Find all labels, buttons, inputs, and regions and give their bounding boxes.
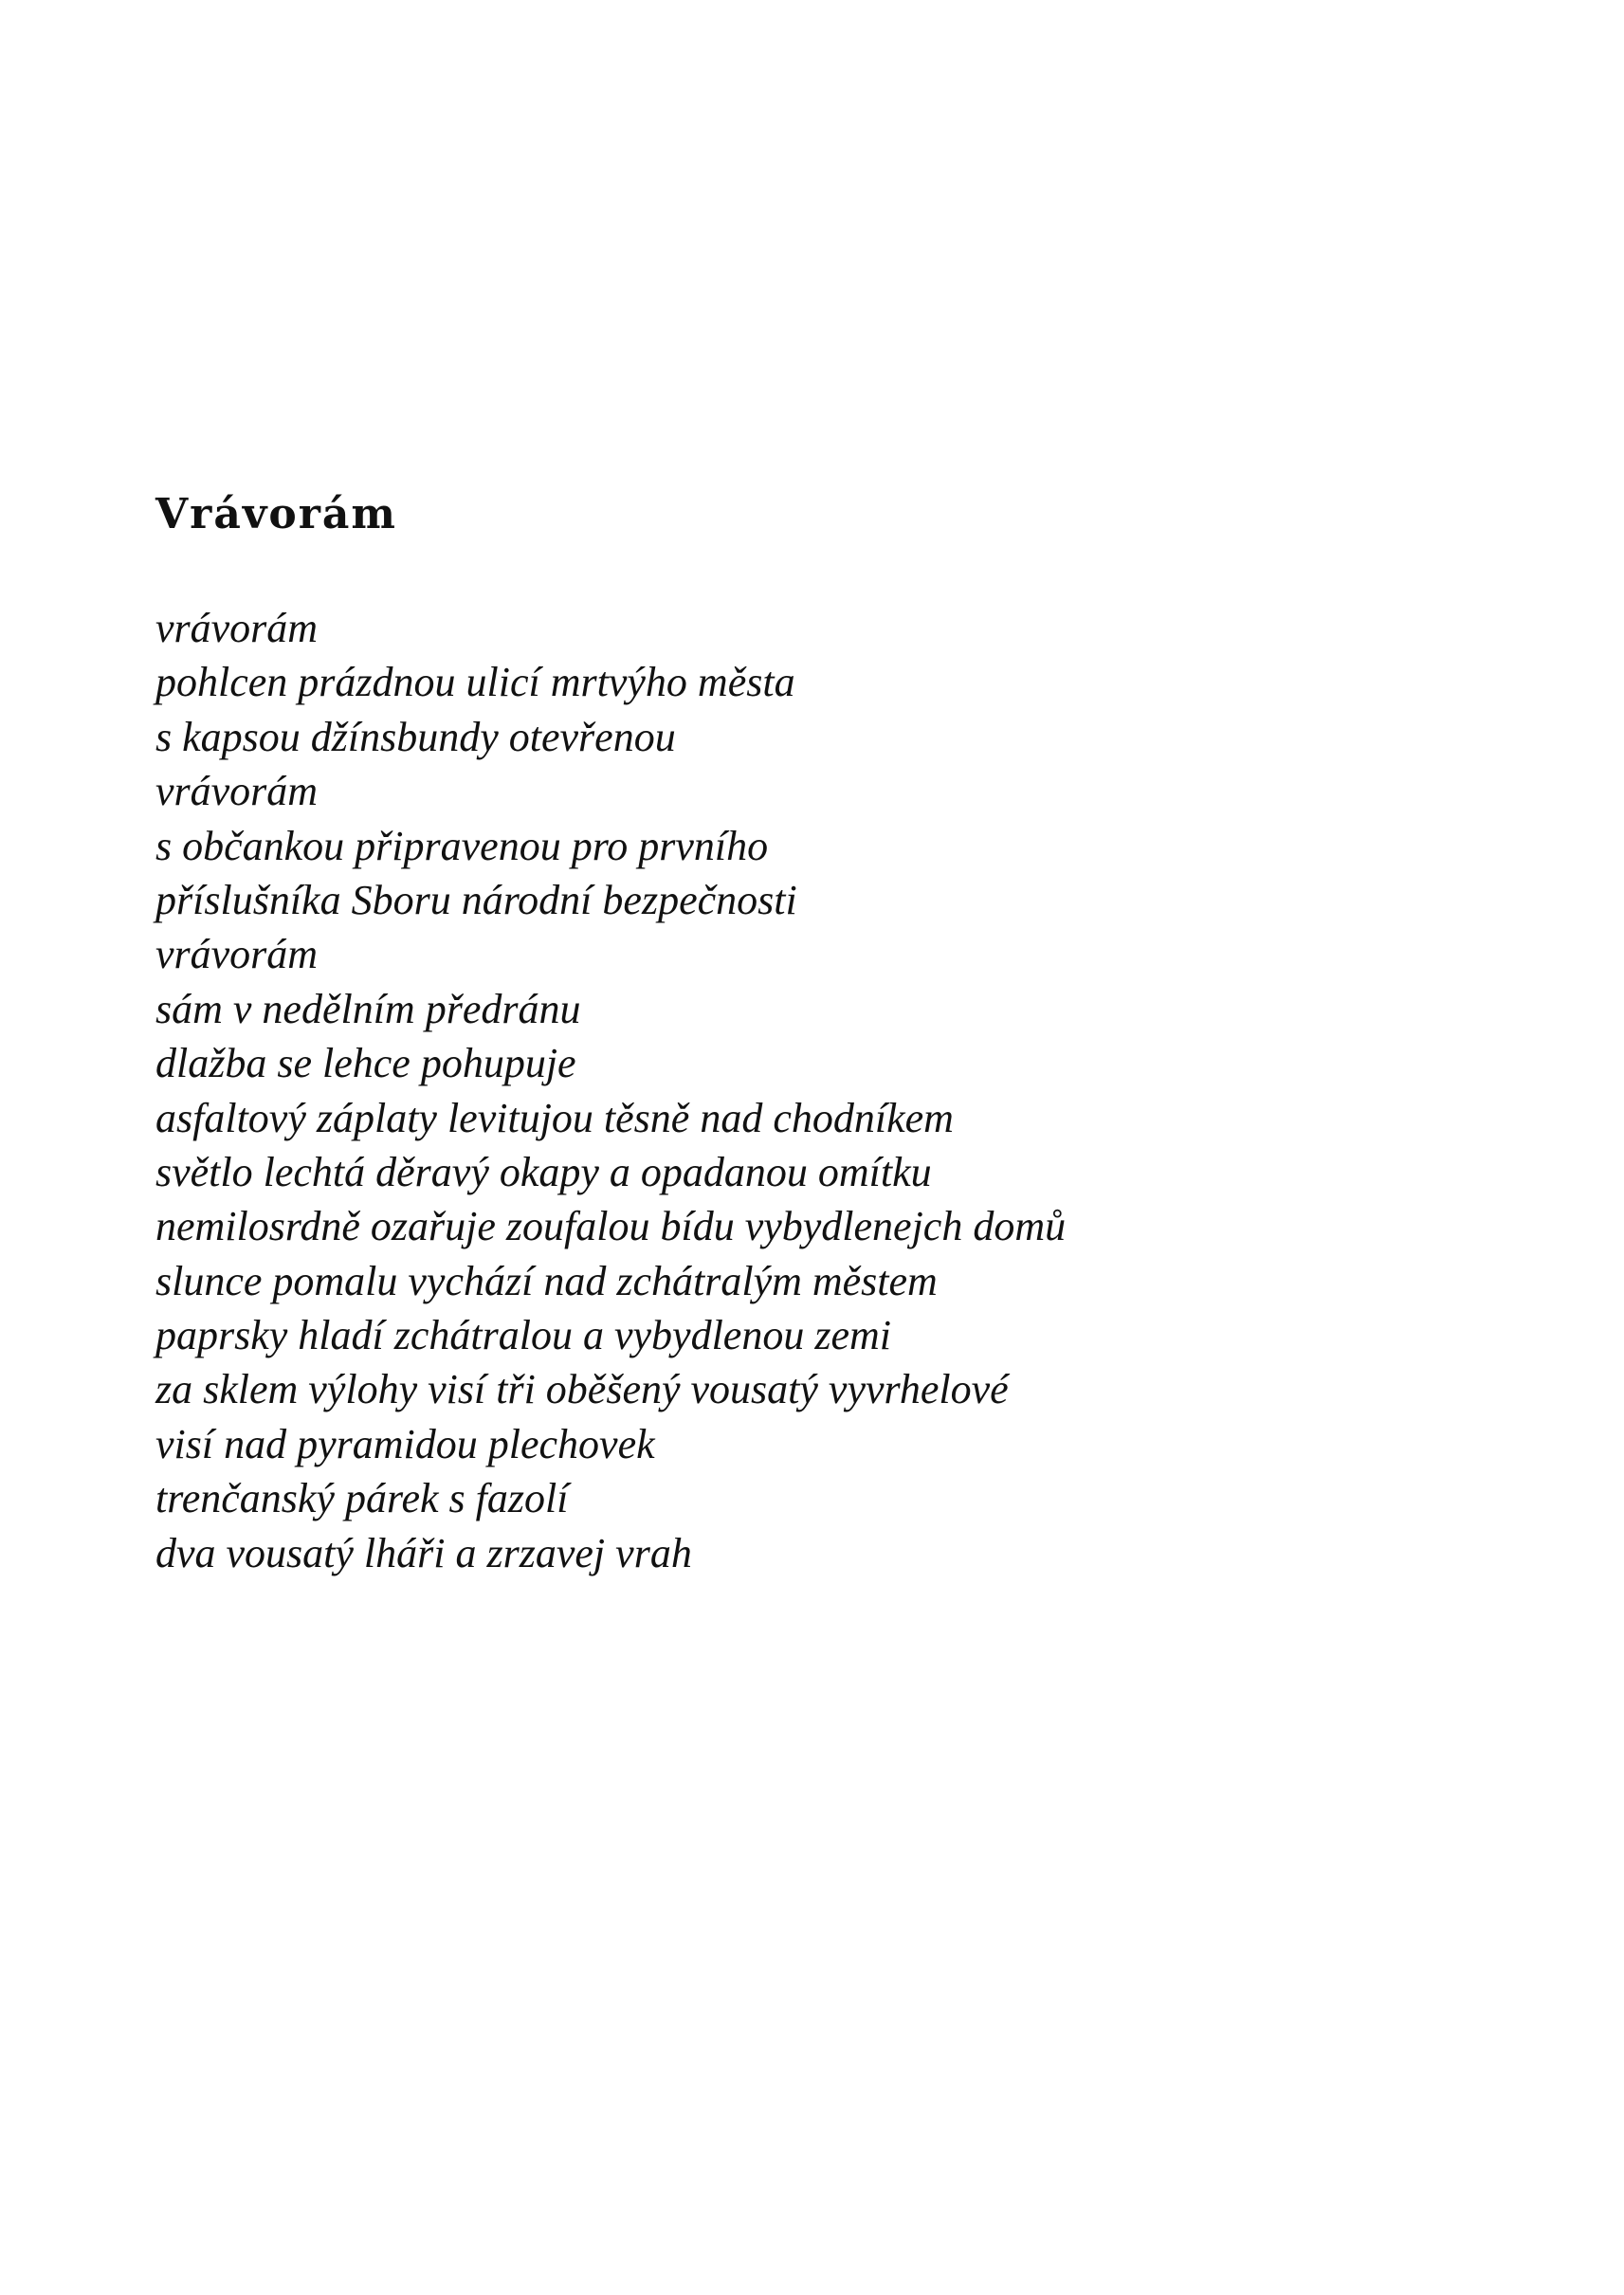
verse-line: vrávorám <box>155 768 319 815</box>
verse-line: asfaltový záplaty levitujou těsně nad chodníkem <box>155 1094 954 1141</box>
poem <box>155 486 1530 1580</box>
verse-line: slunce pomalu vychází nad zchátralým městem <box>155 1257 938 1304</box>
verse-line: světlo lechtá děravý okapy a opadanou omítku <box>155 1148 932 1195</box>
verse-line: trenčanský párek s fazolí <box>155 1475 569 1522</box>
verse-line: příslušníka Sboru národní bezpečnosti <box>155 876 797 923</box>
verse-line: sám v nedělním předránu <box>155 985 581 1032</box>
verse-line: vrávorám <box>155 605 319 651</box>
verse-line: pohlcen prázdnou ulicí mrtvýho města <box>155 659 795 706</box>
poem-title: Vrávorám <box>155 490 397 538</box>
poem-verse <box>155 601 1530 1580</box>
verse-line: dva vousatý lháři a zrzavej vrah <box>155 1529 692 1576</box>
verse-line: vrávorám <box>155 931 319 978</box>
verse-line: dlažba se lehce pohupuje <box>155 1040 576 1087</box>
verse-line: visí nad pyramidou plechovek <box>155 1420 655 1467</box>
verse-line: paprsky hladí zchátralou a vybydlenou zemi <box>155 1312 891 1359</box>
verse-line: za sklem výlohy visí tři oběšený vousatý vyvrhelové <box>155 1366 1009 1413</box>
verse-line: s kapsou džínsbundy otevřenou <box>155 713 676 760</box>
verse-line: s občankou připravenou pro prvního <box>155 822 769 869</box>
verse-line: nemilosrdně ozařuje zoufalou bídu vybydlenejch domů <box>155 1203 1067 1250</box>
